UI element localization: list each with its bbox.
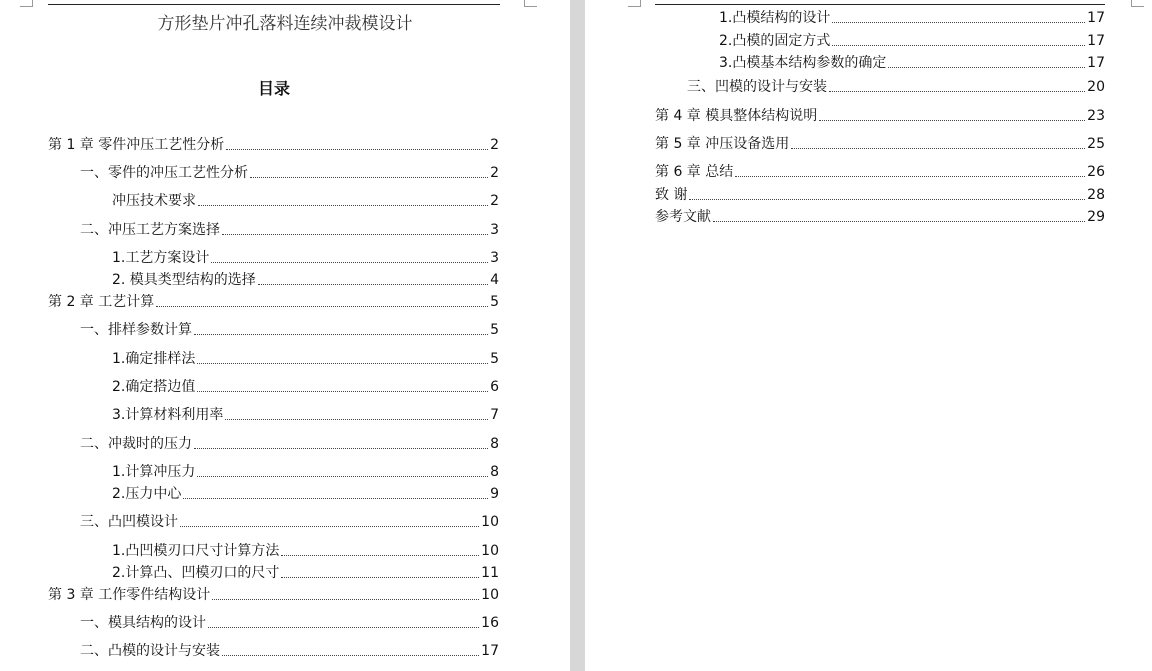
toc-entry-label: 1.确定排样法: [112, 351, 196, 367]
toc-entry-label: 第 1 章 零件冲压工艺性分析: [48, 137, 225, 153]
toc-entry[interactable]: [687, 78, 1105, 96]
toc-leader-dots: [208, 627, 479, 628]
toc-leader-dots: [281, 577, 479, 578]
toc-leader-dots: [222, 234, 488, 235]
toc-entry[interactable]: [80, 614, 499, 632]
toc-leader-dots: [829, 91, 1085, 92]
toc-entry-label: 1.凸模结构的设计: [719, 10, 831, 26]
toc-leader-dots: [197, 363, 488, 364]
toc-entry-page-number: 10: [481, 543, 499, 559]
toc-entry-page-number: 16: [481, 615, 499, 631]
toc-leader-dots: [226, 149, 488, 150]
toc-entry-label: 第 6 章 总结: [655, 164, 734, 180]
toc-entry[interactable]: [80, 221, 499, 239]
toc-leader-dots: [258, 284, 488, 285]
toc-leader-dots: [819, 120, 1085, 121]
toc-leader-dots: [156, 306, 488, 307]
toc-entry-page-number: 5: [490, 322, 499, 338]
toc-leader-dots: [197, 476, 488, 477]
document-page-right: [585, 0, 1152, 671]
toc-entry[interactable]: [719, 9, 1105, 27]
toc-entry-page-number: 25: [1087, 136, 1105, 152]
header-rule: [655, 4, 1105, 5]
toc-entry[interactable]: [80, 321, 499, 339]
page-corner-mark: [1131, 0, 1144, 7]
toc-entry[interactable]: [655, 135, 1105, 153]
toc-entry[interactable]: [48, 293, 499, 311]
toc-leader-dots: [689, 199, 1085, 200]
document-page-left: [0, 0, 570, 671]
toc-entry-label: 二、凸模的设计与安装: [80, 643, 220, 659]
toc-entry-label: 参考文献: [655, 209, 711, 225]
toc-entry-label: 1.工艺方案设计: [112, 250, 210, 266]
toc-entry[interactable]: [655, 186, 1105, 204]
toc-entry-page-number: 29: [1087, 209, 1105, 225]
toc-leader-dots: [183, 498, 488, 499]
toc-entry[interactable]: [112, 350, 499, 368]
page-corner-mark: [20, 0, 33, 7]
toc-entry-label: 一、排样参数计算: [80, 322, 192, 338]
toc-entry-page-number: 5: [490, 294, 499, 310]
toc-leader-dots: [212, 599, 479, 600]
toc-entry-label: 1.凸凹模刃口尺寸计算方法: [112, 543, 280, 559]
toc-entry-label: 三、凸凹模设计: [80, 514, 178, 530]
toc-entry-label: 第 4 章 模具整体结构说明: [655, 108, 818, 124]
toc-leader-dots: [713, 221, 1085, 222]
toc-leader-dots: [735, 176, 1085, 177]
toc-entry[interactable]: [655, 208, 1105, 226]
toc-entry-label: 三、凹模的设计与安装: [687, 79, 827, 95]
toc-entry-page-number: 17: [1087, 10, 1105, 26]
toc-leader-dots: [250, 177, 488, 178]
toc-leader-dots: [194, 448, 488, 449]
toc-entry[interactable]: [48, 586, 499, 604]
toc-leader-dots: [222, 655, 479, 656]
toc-entry-label: 一、零件的冲压工艺性分析: [80, 165, 248, 181]
toc-entry-page-number: 28: [1087, 187, 1105, 203]
toc-entry[interactable]: [80, 642, 499, 660]
toc-entry[interactable]: [655, 163, 1105, 181]
toc-entry[interactable]: [80, 164, 499, 182]
toc-leader-dots: [197, 391, 488, 392]
toc-leader-dots: [791, 148, 1085, 149]
toc-entry-label: 2.压力中心: [112, 486, 182, 502]
toc-entry[interactable]: [112, 271, 499, 289]
toc-entry-label: 1.计算冲压力: [112, 464, 196, 480]
toc-entry-page-number: 10: [481, 514, 499, 530]
toc-entry-page-number: 9: [490, 486, 499, 502]
toc-leader-dots: [888, 67, 1085, 68]
toc-entry-page-number: 8: [490, 464, 499, 480]
toc-entry[interactable]: [48, 136, 499, 154]
toc-entry-label: 一、模具结构的设计: [80, 615, 206, 631]
header-rule: [48, 4, 500, 5]
toc-entry-page-number: 26: [1087, 164, 1105, 180]
toc-entry-page-number: 6: [490, 379, 499, 395]
toc-leader-dots: [211, 262, 488, 263]
toc-entry[interactable]: [112, 542, 499, 560]
toc-entry[interactable]: [112, 564, 499, 582]
toc-entry-label: 2.计算凸、凹模刃口的尺寸: [112, 565, 280, 581]
toc-entry-page-number: 3: [490, 222, 499, 238]
toc-leader-dots: [832, 22, 1085, 23]
toc-entry[interactable]: [112, 463, 499, 481]
toc-entry-page-number: 17: [1087, 55, 1105, 71]
toc-entry-label: 致 谢: [655, 187, 688, 203]
toc-entry-label: 二、冲压工艺方案选择: [80, 222, 220, 238]
toc-leader-dots: [225, 419, 488, 420]
toc-title: 目录: [257, 79, 290, 98]
toc-leader-dots: [194, 334, 488, 335]
toc-entry-page-number: 11: [481, 565, 499, 581]
toc-entry-page-number: 10: [481, 587, 499, 603]
toc-entry[interactable]: [655, 107, 1105, 125]
toc-entry[interactable]: [112, 378, 499, 396]
toc-entry-page-number: 17: [1087, 33, 1105, 49]
toc-entry-label: 2.确定搭边值: [112, 379, 196, 395]
toc-entry-page-number: 2: [490, 137, 499, 153]
toc-entry-page-number: 17: [481, 643, 499, 659]
toc-entry-label: 3.凸模基本结构参数的确定: [719, 55, 887, 71]
toc-leader-dots: [832, 45, 1085, 46]
toc-entry-page-number: 3: [490, 250, 499, 266]
toc-entry-page-number: 2: [490, 193, 499, 209]
toc-entry-page-number: 8: [490, 436, 499, 452]
toc-leader-dots: [180, 526, 479, 527]
toc-entry-label: 2. 模具类型结构的选择: [112, 272, 256, 288]
toc-entry-page-number: 5: [490, 351, 499, 367]
toc-entry-page-number: 4: [490, 272, 499, 288]
toc-entry[interactable]: [112, 406, 499, 424]
toc-entry[interactable]: [719, 32, 1105, 50]
document-header-title: 方形垫片冲孔落料连续冲裁模设计: [157, 14, 413, 34]
toc-entry-label: 2.凸模的固定方式: [719, 33, 831, 49]
toc-entry-page-number: 7: [490, 407, 499, 423]
toc-entry[interactable]: [80, 513, 499, 531]
toc-leader-dots: [281, 555, 479, 556]
toc-entry[interactable]: [112, 485, 499, 503]
toc-entry-page-number: 2: [490, 165, 499, 181]
toc-entry[interactable]: [112, 192, 499, 210]
page-gutter: [570, 0, 585, 671]
toc-leader-dots: [198, 205, 488, 206]
toc-entry-label: 第 3 章 工作零件结构设计: [48, 587, 211, 603]
page-corner-mark: [524, 0, 537, 7]
toc-entry[interactable]: [719, 54, 1105, 72]
toc-entry-label: 3.计算材料利用率: [112, 407, 224, 423]
toc-entry-label: 第 2 章 工艺计算: [48, 294, 155, 310]
toc-entry[interactable]: [112, 249, 499, 267]
toc-entry-label: 冲压技术要求: [112, 193, 196, 209]
page-corner-mark: [628, 0, 641, 7]
toc-entry-label: 第 5 章 冲压设备选用: [655, 136, 790, 152]
toc-entry-label: 二、冲裁时的压力: [80, 436, 192, 452]
toc-entry-page-number: 23: [1087, 108, 1105, 124]
toc-entry-page-number: 20: [1087, 79, 1105, 95]
toc-entry[interactable]: [80, 435, 499, 453]
